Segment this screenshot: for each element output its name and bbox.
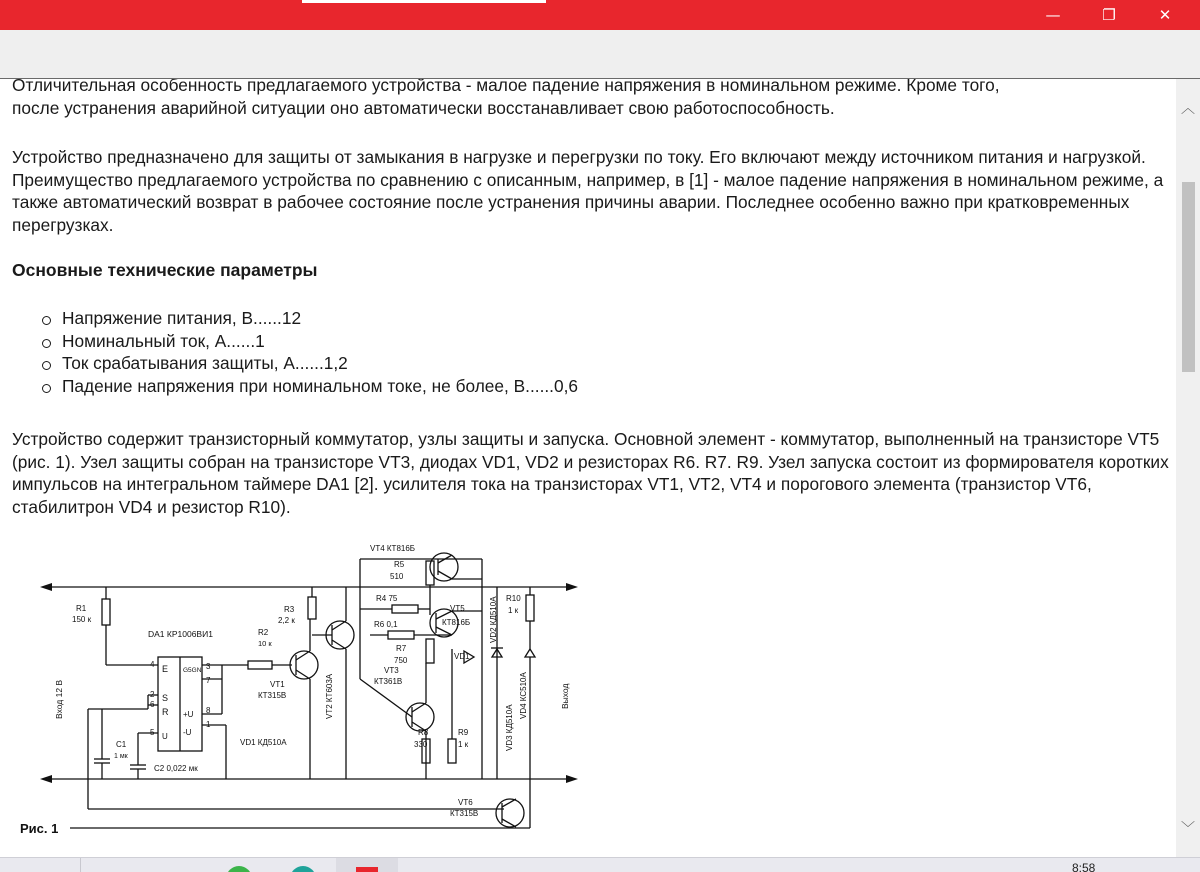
vd4-diode — [525, 649, 535, 657]
r10-resistor — [526, 595, 534, 621]
c2-label: C2 0,022 мк — [154, 764, 198, 773]
da1-minus-u: -U — [183, 728, 192, 737]
close-icon: ✕ — [1158, 6, 1172, 24]
intro-line-1: Отличительная особенность предлагаемого устройства - малое падение напряжения в номинальном режиме. Кроме того, — [12, 79, 1000, 95]
r10-value: 1 к — [508, 606, 519, 615]
vd1-label: VD1 — [454, 652, 470, 661]
r1-value: 150 к — [72, 615, 92, 624]
da1-plus-u: +U — [183, 710, 194, 719]
input-label: Вход 12 В — [54, 679, 64, 719]
pin-3: 3 — [206, 662, 211, 671]
output-label: Выход — [560, 683, 570, 709]
r6-resistor — [388, 631, 414, 639]
pin-8: 8 — [206, 706, 211, 715]
description-paragraph: Устройство содержит транзисторный коммутатор, узлы защиты и запуска. Основной элемент - коммутатор, выполненный на транзисторе VT5 (рис. 1). Узел защиты собран на транзисторе VT3, диодах VD1, VD2 и резисторах R6. R7. R9. Узел запуска состоит из формирователя коротких импульсов на интегральном таймере DA1 [2]. усилителя тока на транзисторах VT1, VT2, VT4 и порогового элемента (транзистор VT6, стабилитрон VD4 и резистор R10). — [12, 429, 1169, 517]
scroll-down-icon[interactable]: ﹀ — [1181, 821, 1195, 837]
r3-resistor — [308, 597, 316, 619]
article-content — [0, 79, 1176, 857]
purpose-paragraph: Устройство предназначено для защиты от замыкания в нагрузке и перегрузки по току. Его включают между источником питания и нагрузкой. Преимущество предлагаемого устройства по сравнению с описанным, например, в [1] - малое падение напряжения в номинальном режиме, а также автоматический возврат в рабочее состояние после устранения причины аварии. Последнее особенно важно при кратковременных перегрузках. — [12, 147, 1164, 235]
r2-label: R2 — [258, 628, 269, 637]
taskbar-divider — [80, 858, 81, 872]
r7-value: 750 — [394, 656, 408, 665]
restore-icon: ❐ — [1102, 6, 1116, 24]
figure-caption: Рис. 1 — [20, 821, 59, 836]
r1-resistor — [102, 599, 110, 625]
schematic-figure — [12, 539, 597, 844]
param-item: Падение напряжения при номинальном токе, не более, В......0,6 — [40, 375, 578, 398]
vt3-type: КТ361В — [374, 677, 403, 686]
r7-resistor — [426, 639, 434, 663]
r3-value: 2,2 к — [278, 616, 295, 625]
vd3-label: VD3 КД510А — [505, 704, 514, 751]
r8-label: R8 — [418, 728, 429, 737]
r1-label: R1 — [76, 604, 87, 613]
pin-6: 6 — [150, 700, 155, 709]
taskbar-app-icon[interactable] — [356, 867, 378, 872]
minimize-icon: — — [1045, 6, 1061, 24]
pin-5: 5 — [150, 728, 155, 737]
taskbar-app-icon[interactable] — [226, 866, 252, 872]
param-item: Ток срабатывания защиты, А......1,2 — [40, 352, 578, 375]
r2-value: 10 к — [258, 639, 272, 648]
taskbar-clock[interactable]: 8:58 — [1072, 861, 1096, 872]
r9-label: R9 — [458, 728, 469, 737]
r6-label: R6 0,1 — [374, 620, 398, 629]
vt3-label: VT3 — [384, 666, 399, 675]
r9-value: 1 к — [458, 740, 469, 749]
taskbar — [0, 857, 1200, 872]
c1-label: C1 — [116, 740, 127, 749]
vd1-kd-label: VD1 КД510А — [240, 738, 287, 747]
rail-arrow-left — [40, 583, 52, 591]
scrollbar-thumb[interactable] — [1182, 182, 1195, 372]
pin-4: 4 — [150, 660, 155, 669]
vd2-label: VD2 КД510А — [489, 596, 498, 643]
vt1-type: КТ315В — [258, 691, 287, 700]
vt6-label: VT6 — [458, 798, 473, 807]
da1-e: E — [162, 664, 169, 674]
param-item: Номинальный ток, А......1 — [40, 330, 578, 353]
r8-value: 330 — [414, 740, 428, 749]
toolbar — [0, 30, 1200, 79]
vt4-label: VT4 КТ816Б — [370, 544, 416, 553]
r3-label: R3 — [284, 605, 295, 614]
active-tab-indicator[interactable] — [302, 0, 546, 3]
rail-arrow-right-bottom — [566, 775, 578, 783]
vt5-label: VT5 — [450, 604, 465, 613]
vd4-label: VD4 КС510А — [519, 672, 528, 719]
r4-label: R4 75 — [376, 594, 398, 603]
vt1-label: VT1 — [270, 680, 285, 689]
close-button[interactable] — [1142, 0, 1188, 30]
da1-gsn: G5GN — [183, 667, 202, 674]
da1-label: DA1 КР1006ВИ1 — [148, 629, 213, 639]
maximize-button[interactable] — [1086, 0, 1132, 30]
pin-2: 2 — [150, 690, 155, 699]
params-list — [40, 307, 578, 397]
r5-label: R5 — [394, 560, 405, 569]
pin-7: 7 — [206, 676, 211, 685]
intro-line-2: после устранения аварийной ситуации оно автоматически восстанавливает свою работоспособность. — [12, 98, 835, 118]
da1-r: R — [162, 707, 169, 717]
title-bar — [0, 0, 1200, 30]
params-heading: Основные технические параметры — [12, 260, 318, 280]
minimize-button[interactable] — [1030, 0, 1076, 30]
r4-resistor — [392, 605, 418, 613]
r7-label: R7 — [396, 644, 407, 653]
vt5-type: КТ816Б — [442, 618, 471, 627]
r9-resistor — [448, 739, 456, 763]
da1-s: S — [162, 693, 169, 703]
rail-arrow-left-bottom — [40, 775, 52, 783]
vt6-type: КТ315В — [450, 809, 479, 818]
vt6-transistor — [496, 799, 524, 827]
r2-resistor — [248, 661, 272, 669]
param-item: Напряжение питания, В......12 — [40, 307, 578, 330]
scroll-up-icon[interactable]: ︿ — [1181, 101, 1195, 117]
pin-1: 1 — [206, 720, 211, 729]
da1-u: U — [162, 732, 168, 741]
vt2-label: VT2 КТ603А — [325, 673, 334, 719]
r5-value: 510 — [390, 572, 404, 581]
taskbar-app-icon[interactable] — [290, 866, 316, 872]
r10-label: R10 — [506, 594, 521, 603]
c1-value: 1 мк — [114, 753, 128, 760]
rail-arrow-right — [566, 583, 578, 591]
